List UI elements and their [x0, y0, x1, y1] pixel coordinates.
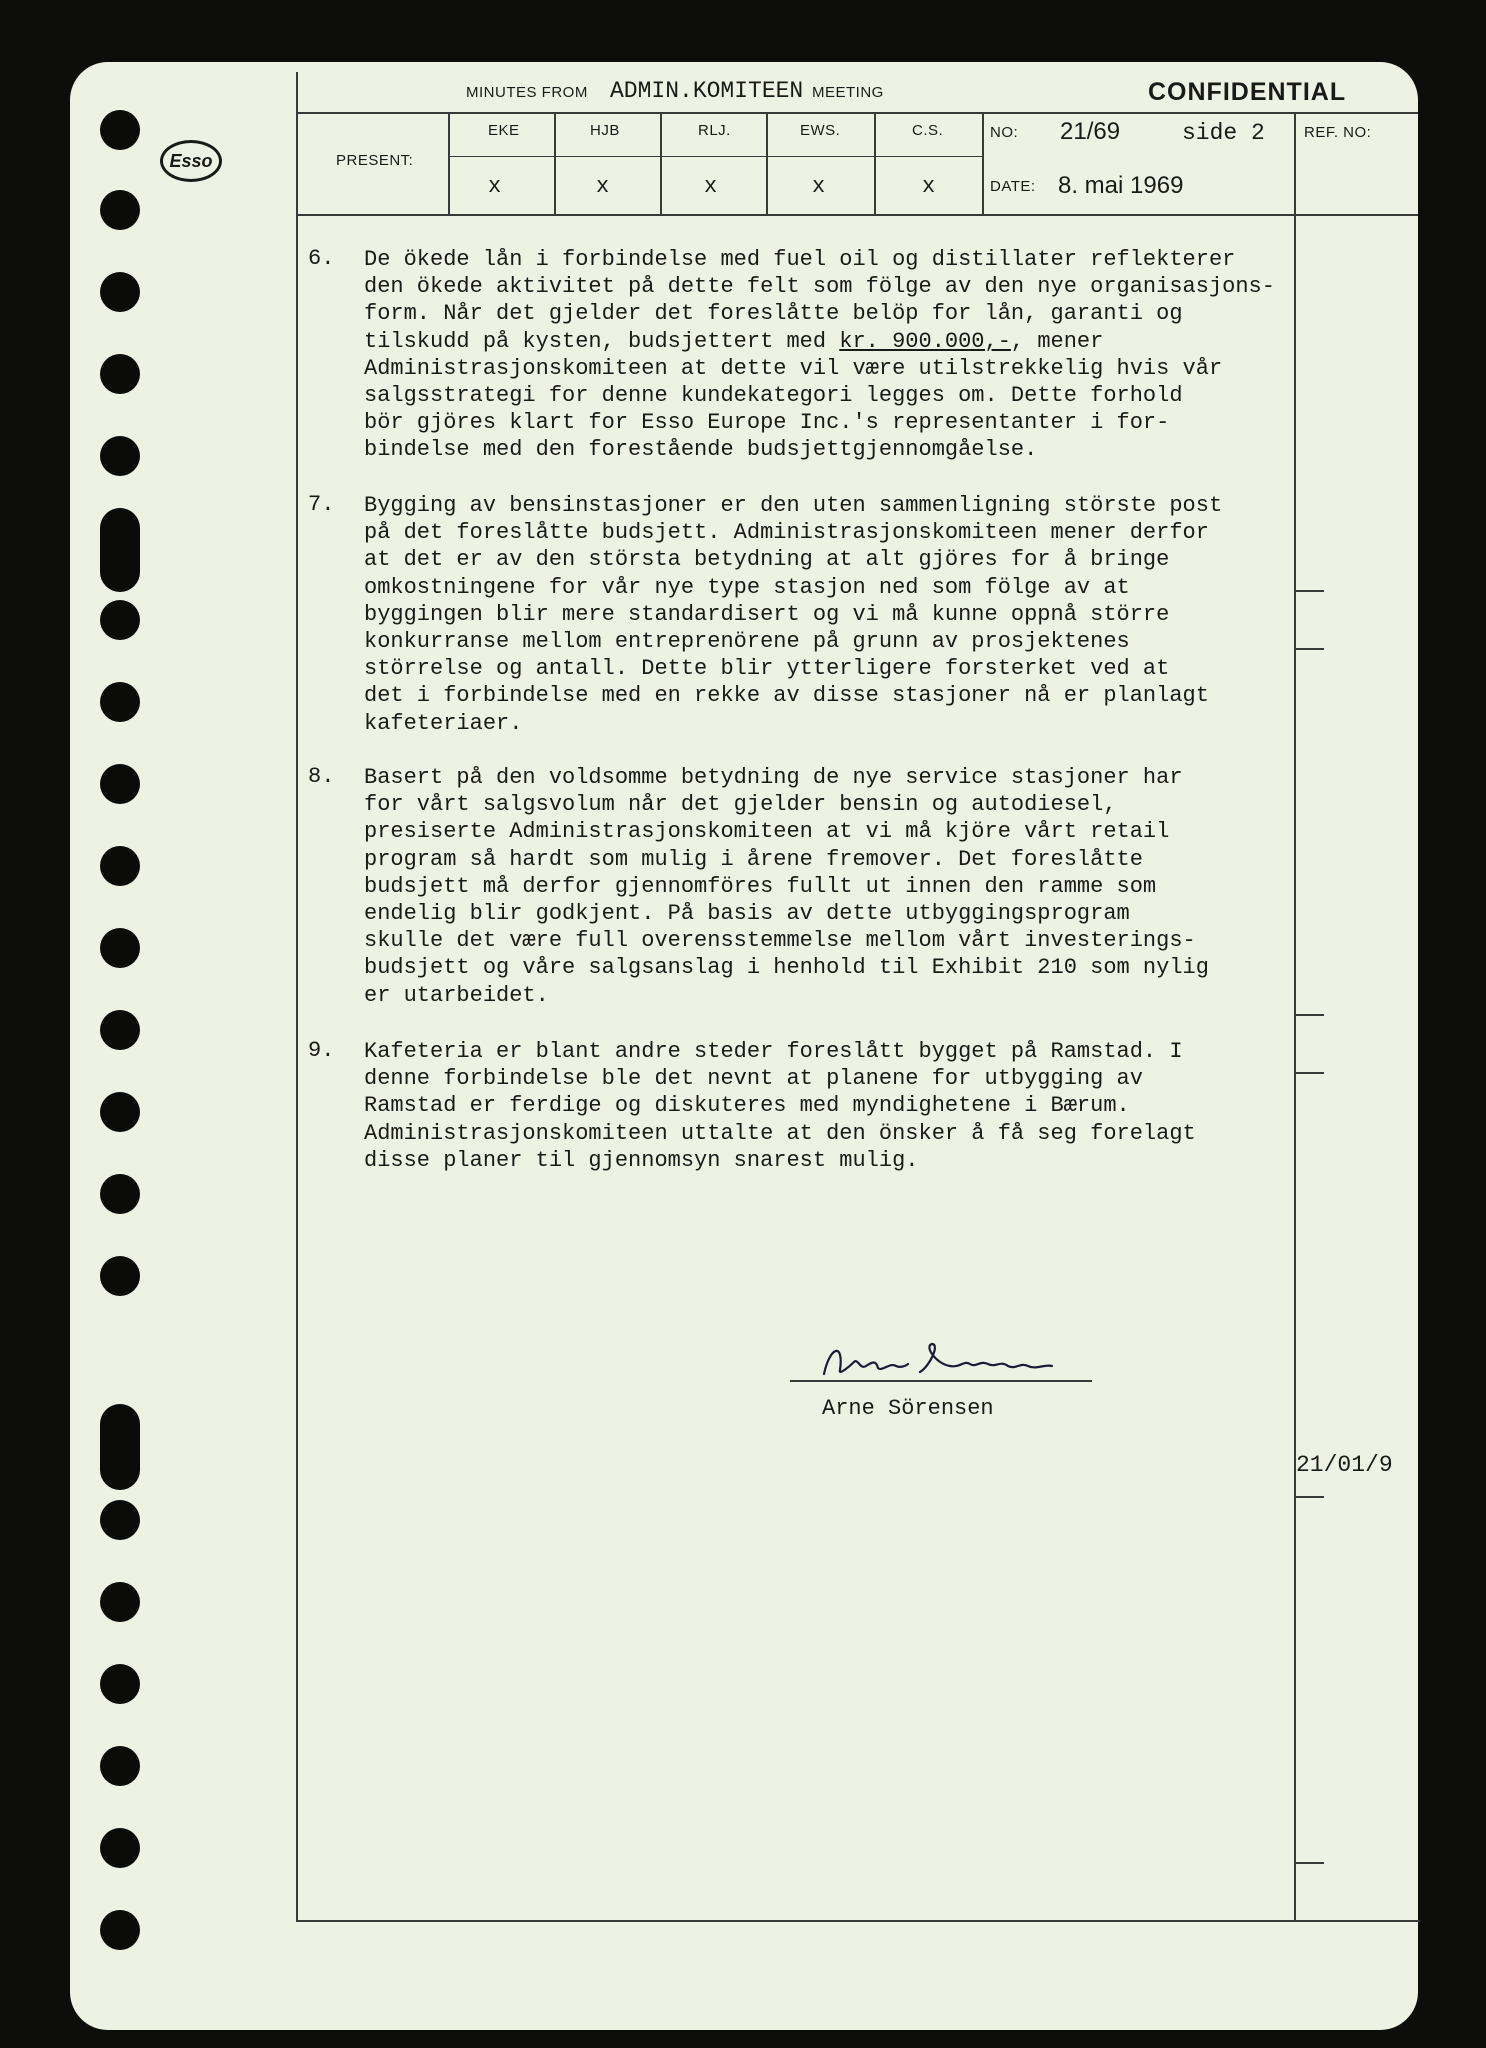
binder-hole: [100, 600, 140, 640]
binder-hole: [100, 682, 140, 722]
number-label: NO:: [990, 124, 1019, 141]
binder-hole: [100, 1582, 140, 1622]
binder-hole: [100, 1500, 140, 1540]
text-line: skulle det være full overensstemmelse mellom vårt investerings-: [364, 928, 1196, 954]
committee-name: ADMIN.KOMITEEN: [610, 78, 804, 104]
signatory-name: Arne Sörensen: [822, 1396, 994, 1421]
attendee-initials: C.S.: [912, 122, 944, 139]
binder-hole: [100, 1174, 140, 1214]
margin-note: 21/01/9: [1296, 1452, 1393, 1478]
header-rule: [448, 156, 984, 157]
number-value: 21/69: [1060, 118, 1121, 145]
text-line: Administrasjonskomiteen uttalte at den önsker å få seg forelagt: [364, 1120, 1196, 1146]
text-line: Basert på den voldsomme betydning de nye service stasjoner har: [364, 765, 1183, 790]
item-number: 7.: [308, 492, 335, 517]
date-value: 8. mai 1969: [1058, 172, 1184, 199]
text-line: tilskudd på kysten, budsjettert med kr. 900.000,-, mener: [364, 328, 1104, 354]
text-line: budsjett og våre salgsanslag i henhold til Exhibit 210 som nylig: [364, 955, 1209, 981]
header-rule: [296, 214, 1418, 216]
header-rule: [296, 112, 1418, 114]
text-line: disse planer til gjennomsyn snarest mulig.: [364, 1147, 919, 1173]
attendee-mark: x: [488, 174, 502, 199]
date-label: DATE:: [990, 178, 1036, 195]
binder-hole: [100, 928, 140, 968]
present-label: PRESENT:: [336, 152, 414, 169]
text-line: at det er av den största betydning at alt gjöres for å bringe: [364, 547, 1170, 573]
binder-hole: [100, 1664, 140, 1704]
margin-tick: [1294, 1072, 1324, 1074]
item-number: 9.: [308, 1038, 335, 1063]
budget-amount: kr. 900.000,-: [839, 328, 1011, 354]
text-line: kafeteriaer.: [364, 710, 523, 736]
margin-tick: [1294, 1014, 1324, 1016]
text-line: er utarbeidet.: [364, 982, 549, 1008]
signature-line: [790, 1380, 1092, 1382]
text-line: for vårt salgsvolum når det gjelder bensin og autodiesel,: [364, 792, 1117, 818]
meeting-label: MEETING: [812, 84, 884, 101]
text-line: Kafeteria er blant andre steder foreslått bygget på Ramstad. I: [364, 1039, 1183, 1064]
reference-label: REF. NO:: [1304, 124, 1372, 141]
handwritten-signature: [820, 1336, 1100, 1386]
text-line: denne forbindelse ble det nevnt at planene for utbygging av: [364, 1066, 1143, 1092]
text-line: omkostningene for vår nye type stasjon ned som fölge av at: [364, 574, 1130, 600]
attendee-initials: HJB: [590, 122, 620, 139]
item-body: [364, 1038, 1196, 1174]
text-line: salgsstrategi for denne kundekategori legges om. Dette forhold: [364, 383, 1183, 409]
binder-hole: [100, 110, 140, 150]
text-line: program så hardt som mulig i årene fremover. Det foreslåtte: [364, 846, 1143, 872]
item-body: [364, 764, 1209, 1009]
text-line: det i forbindelse med en rekke av disse stasjoner nå er planlagt: [364, 683, 1209, 709]
text-line: Ramstad er ferdige og diskuteres med myndighetene i Bærum.: [364, 1093, 1130, 1119]
binder-hole: [100, 1092, 140, 1132]
text-line: Bygging av bensinstasjoner er den uten sammenligning störste post: [364, 493, 1223, 518]
binder-slot: [100, 508, 140, 592]
text-line: budsjett må derfor gjennomföres fullt ut innen den ramme som: [364, 873, 1157, 899]
text-line: presiserte Administrasjonskomiteen at vi må kjöre vårt retail: [364, 819, 1170, 845]
header-divider: [982, 112, 984, 214]
header-divider: [766, 112, 768, 214]
binder-hole: [100, 1746, 140, 1786]
text-line: på det foreslåtte budsjett. Administrasjonskomiteen mener derfor: [364, 520, 1209, 546]
binder-hole: [100, 846, 140, 886]
item-body: [364, 246, 1275, 464]
attendee-mark: x: [812, 174, 826, 199]
text-line: De ökede lån i forbindelse med fuel oil og distillater reflekterer: [364, 247, 1236, 272]
text-line: byggingen blir mere standardisert og vi må kunne oppnå större: [364, 601, 1170, 627]
text-line: bindelse med den forestående budsjettgjennomgåelse.: [364, 437, 1038, 463]
item-number: 8.: [308, 764, 335, 789]
header-divider: [554, 112, 556, 214]
header-divider: [874, 112, 876, 214]
attendee-mark: x: [922, 174, 936, 199]
margin-tick: [1294, 648, 1324, 650]
binder-hole: [100, 272, 140, 312]
margin-tick: [1294, 1496, 1324, 1498]
minutes-from-label: MINUTES FROM: [466, 84, 588, 101]
text-line: endelig blir godkjent. På basis av dette utbyggingsprogram: [364, 901, 1130, 927]
header-divider: [448, 112, 450, 214]
attendee-initials: RLJ.: [698, 122, 731, 139]
text-line: störrelse og antall. Dette blir ytterligere forsterket ved at: [364, 656, 1170, 682]
text-line: konkurranse mellom entreprenörene på grunn av prosjektenes: [364, 629, 1130, 655]
binder-hole: [100, 1828, 140, 1868]
text-line: den ökede aktivitet på dette felt som fölge av den nye organisasjons-: [364, 274, 1275, 300]
page-side: side 2: [1182, 120, 1265, 146]
margin-rule: [1294, 112, 1296, 1920]
binder-hole: [100, 1010, 140, 1050]
classification-label: CONFIDENTIAL: [1148, 78, 1347, 106]
attendee-mark: x: [704, 174, 718, 199]
binder-hole: [100, 190, 140, 230]
attendee-initials: EKE: [488, 122, 520, 139]
item-number: 6.: [308, 246, 335, 271]
margin-tick: [1294, 1862, 1324, 1864]
binder-hole: [100, 764, 140, 804]
item-body: [364, 492, 1222, 737]
binder-hole: [100, 436, 140, 476]
attendee-initials: EWS.: [800, 122, 841, 139]
attendee-mark: x: [596, 174, 610, 199]
binder-hole: [100, 1910, 140, 1950]
text-line: form. Når det gjelder det foreslåtte belöp for lån, garanti og: [364, 301, 1183, 327]
esso-logo: Esso: [160, 140, 222, 182]
text-line: bör gjöres klart for Esso Europe Inc.'s representanter i for-: [364, 410, 1170, 436]
margin-tick: [1294, 590, 1324, 592]
binder-hole: [100, 1256, 140, 1296]
header-divider: [660, 112, 662, 214]
text-line: Administrasjonskomiteen at dette vil være utilstrekkelig hvis vår: [364, 355, 1223, 381]
binder-slot: [100, 1404, 140, 1490]
binder-hole: [100, 354, 140, 394]
